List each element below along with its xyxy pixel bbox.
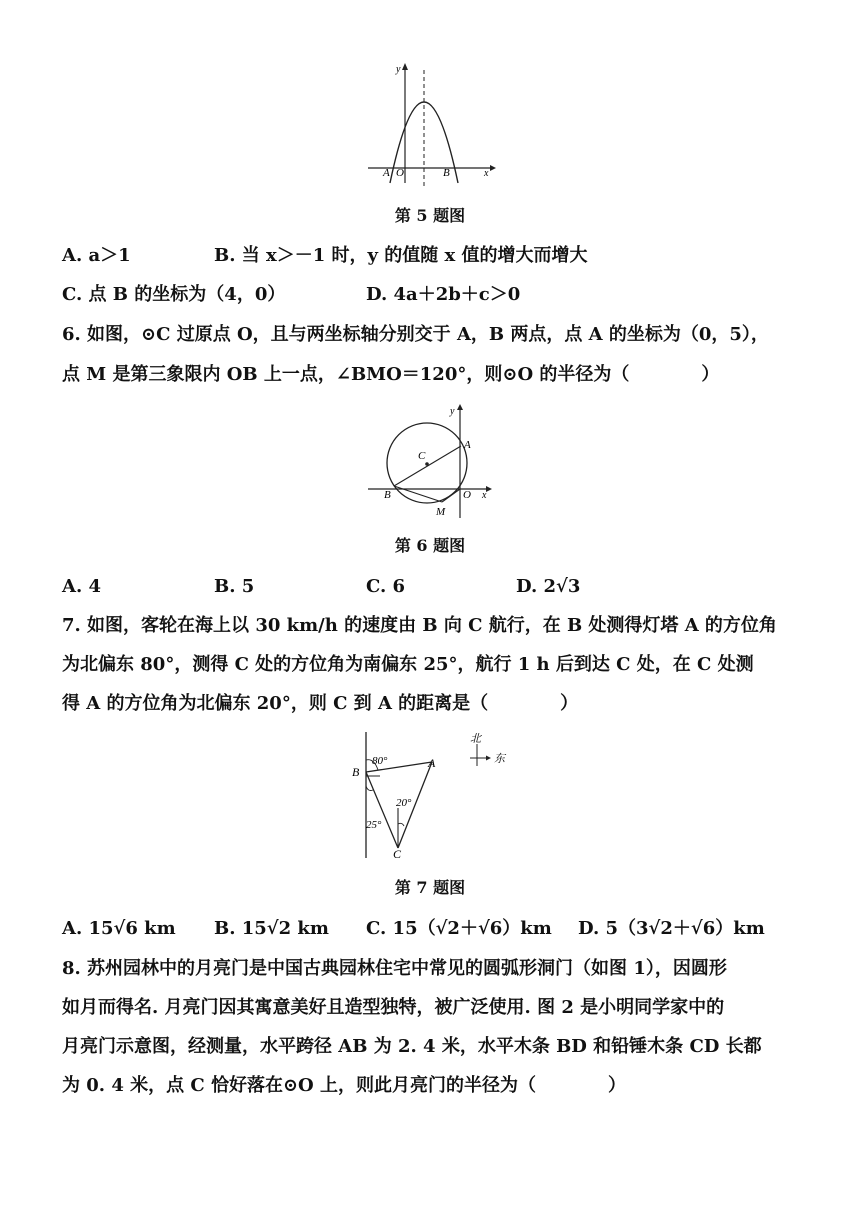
q6-option-b: B. 5 [214, 576, 255, 597]
y-axis-arrow [457, 404, 463, 410]
label-A: A [383, 167, 390, 179]
angle-arc-20 [398, 823, 404, 826]
figure-6-caption: 第 6 题图 [394, 536, 466, 555]
q7-stem-line3: 得 A 的方位角为北偏东 20°，则 C 到 A 的距离是（ ） [62, 693, 579, 714]
q7-stem-line2: 为北偏东 80°，测得 C 处的方位角为南偏东 25°，航行 1 h 后到达 C 处，在 C 处测 [62, 654, 754, 675]
q8-stem-line4: 为 0. 4 米，点 C 恰好落在⊙O 上，则此月亮门的半径为（ ） [62, 1075, 627, 1096]
q6-option-d: D. 2√3 [516, 576, 581, 597]
q8-stem-line2: 如月而得名. 月亮门因其寓意美好且造型独特，被广泛使用. 图 2 是小明同学家中的 [62, 997, 725, 1018]
q5-option-a: A. a＞1 [62, 245, 131, 266]
label-20: 20° [396, 797, 412, 809]
label-M: M [436, 506, 446, 518]
q6-stem-line1: 6. 如图，⊙C 过原点 O，且与两坐标轴分别交于 A，B 两点，点 A 的坐标为（0，5）， [62, 324, 769, 345]
figure-7-caption: 第 7 题图 [394, 878, 466, 897]
label-x: x [484, 168, 489, 179]
label-b: B [352, 765, 360, 779]
q7-stem-line1: 7. 如图，客轮在海上以 30 km/h 的速度由 B 向 C 航行，在 B 处测得灯塔 A 的方位角 [62, 615, 777, 636]
label-B: B [443, 167, 450, 179]
q6-option-a: A. 4 [62, 576, 102, 597]
label-a: A [428, 756, 436, 770]
x-axis-arrow [490, 165, 496, 171]
figure-5-caption: 第 5 题图 [394, 206, 466, 225]
compass-east-arrow [486, 756, 491, 761]
q6-option-c: C. 6 [366, 576, 406, 597]
label-80: 80° [372, 755, 388, 767]
label-A: A [464, 439, 471, 451]
q7-option-b: B. 15√2 km [214, 918, 329, 939]
figure-5-parabola [360, 58, 500, 194]
segment-ab [394, 446, 461, 486]
label-O: O [396, 167, 404, 179]
label-B: B [384, 489, 391, 501]
q8-stem-line3: 月亮门示意图，经测量，水平跨径 AB 为 2. 4 米，水平木条 BD 和铅锤木条 CD 长都 [62, 1036, 762, 1057]
q7-option-a: A. 15√6 km [62, 918, 176, 939]
q8-stem-line1: 8. 苏州园林中的月亮门是中国古典园林住宅中常见的圆弧形洞门（如图 1），因圆形 [62, 958, 727, 979]
label-c: C [393, 847, 402, 861]
segment-bc [366, 772, 398, 848]
label-O: O [463, 489, 471, 501]
q7-option-c: C. 15（√2＋√6）km [366, 918, 552, 939]
figure-6-circle [360, 402, 500, 520]
q7-option-d: D. 5（3√2＋√6）km [578, 918, 765, 939]
segment-mo [442, 489, 460, 502]
label-y: y [450, 406, 455, 417]
label-25: 25° [366, 819, 382, 831]
q6-stem-line2: 点 M 是第三象限内 OB 上一点，∠BMO＝120°，则⊙O 的半径为（ ） [62, 364, 720, 385]
q5-option-c: C. 点 B 的坐标为（4，0） [62, 284, 286, 305]
label-north: 北 [470, 733, 481, 745]
q5-option-d: D. 4a＋2b＋c＞0 [366, 284, 521, 305]
label-east: 东 [494, 753, 505, 765]
label-y: y [396, 64, 401, 75]
q5-option-b: B. 当 x＞－1 时，y 的值随 x 值的增大而增大 [214, 245, 588, 266]
label-x: x [482, 490, 487, 501]
center-dot [425, 462, 429, 466]
figure-7-bearing [346, 730, 516, 865]
label-C: C [418, 450, 426, 462]
y-axis-arrow [402, 63, 408, 70]
x-axis-arrow [486, 486, 492, 492]
